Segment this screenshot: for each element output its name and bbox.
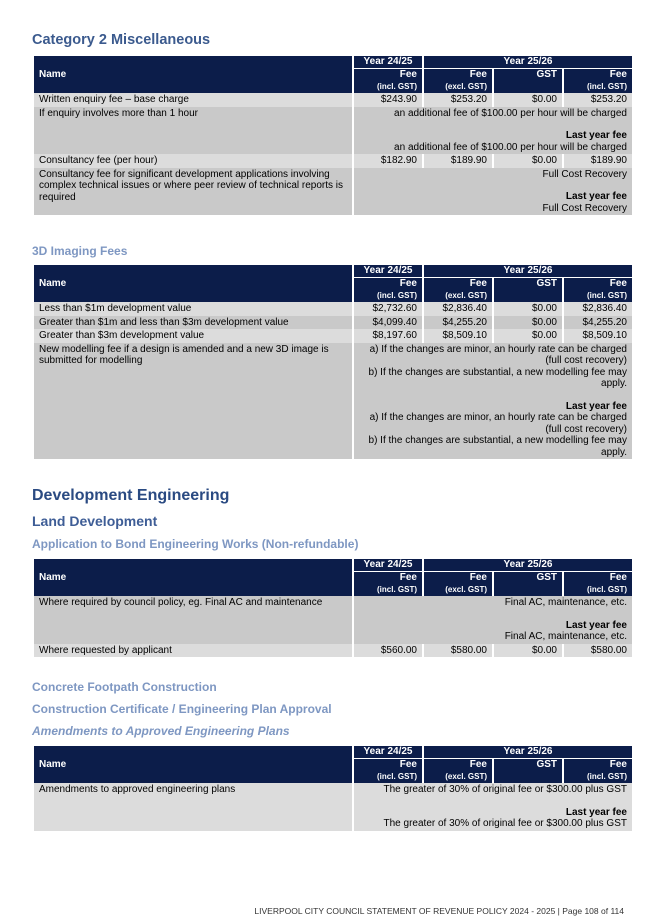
table-row: Consultancy fee (per hour) $182.90 $189.90 $0.00 $189.90	[34, 154, 632, 168]
col-header-fee-incl: Fee (incl. GST)	[564, 572, 632, 596]
col-header-year2: Year 25/26	[424, 56, 632, 69]
table-row: New modelling fee if a design is amended and a new 3D image is submitted for modelling a) If the changes are minor, an hourly rate can be charged (full cost recovery) b) If the changes are substantial, a new modelling fee may apply. Last year fee a) If the changes are minor, an hourly rate can be charged (full cost recovery) b) If the changes are substantial, a new modelling fee may apply.	[34, 343, 632, 460]
col-header-fee-incl: Fee (incl. GST)	[564, 278, 632, 302]
table-row: Greater than $3m development value $8,197.60 $8,509.10 $0.00 $8,509.10	[34, 329, 632, 343]
last-year-label: Last year fee	[565, 400, 627, 412]
col-header-fee-incl: Fee (incl. GST)	[354, 759, 422, 783]
col-header-fee-incl: Fee (incl. GST)	[354, 69, 422, 93]
table-row: Greater than $1m and less than $3m development value $4,099.40 $4,255.20 $0.00 $4,255.20	[34, 316, 632, 330]
col-header-fee-incl: Fee (incl. GST)	[354, 278, 422, 302]
col-header-fee-incl: Fee (incl. GST)	[564, 69, 632, 93]
section-heading-footpath: Concrete Footpath Construction	[32, 680, 217, 694]
col-header-year2: Year 25/26	[424, 746, 632, 759]
last-year-label: Last year fee	[565, 619, 627, 631]
col-header-fee-incl: Fee (incl. GST)	[354, 572, 422, 596]
col-header-year2: Year 25/26	[424, 559, 632, 572]
col-header-gst: GST	[494, 759, 562, 783]
table-row: Where requested by applicant $560.00 $580.00 $0.00 $580.00	[34, 644, 632, 658]
fee-table-bond	[32, 559, 634, 657]
table-row: Written enquiry fee – base charge $243.90 $253.20 $0.00 $253.20	[34, 93, 632, 107]
last-year-label: Last year fee	[565, 130, 627, 141]
col-header-year2: Year 25/26	[424, 265, 632, 278]
col-header-name: Name	[34, 746, 352, 783]
col-header-name: Name	[34, 265, 352, 302]
col-header-name: Name	[34, 56, 352, 93]
table-row: Less than $1m development value $2,732.60 $2,836.40 $0.00 $2,836.40	[34, 302, 632, 316]
fee-table-cat2	[32, 56, 634, 215]
col-header-fee-excl: Fee (excl. GST)	[424, 69, 492, 93]
page-footer: LIVERPOOL CITY COUNCIL STATEMENT OF REVENUE POLICY 2024 - 2025 | Page 108 of 114	[254, 906, 624, 916]
col-header-year1: Year 24/25	[354, 56, 422, 69]
table-row: Consultancy fee for significant development applications involving complex technical issues or where peer review of technical reports is required Full Cost Recovery Last year fee Full Cost Recovery	[34, 168, 632, 216]
table-row: Amendments to approved engineering plans The greater of 30% of original fee or $300.00 plus GST Last year fee The greater of 30% of original fee or $300.00 plus GST	[34, 783, 632, 831]
col-header-year1: Year 24/25	[354, 746, 422, 759]
col-header-year1: Year 24/25	[354, 265, 422, 278]
col-header-gst: GST	[494, 572, 562, 596]
col-header-fee-excl: Fee (excl. GST)	[424, 572, 492, 596]
last-year-label: Last year fee	[565, 191, 627, 202]
fee-table-imaging	[32, 265, 634, 459]
col-header-name: Name	[34, 559, 352, 596]
col-header-fee-excl: Fee (excl. GST)	[424, 278, 492, 302]
last-year-label: Last year fee	[565, 806, 627, 818]
section-heading-bond: Application to Bond Engineering Works (Non-refundable)	[32, 537, 359, 551]
fee-table-amend	[32, 746, 634, 831]
col-header-fee-excl: Fee (excl. GST)	[424, 759, 492, 783]
section-heading-amend: Amendments to Approved Engineering Plans	[32, 724, 290, 738]
section-heading-land-dev: Land Development	[32, 513, 158, 529]
col-header-gst: GST	[494, 69, 562, 93]
col-header-year1: Year 24/25	[354, 559, 422, 572]
col-header-fee-incl: Fee (incl. GST)	[564, 759, 632, 783]
section-heading-imaging: 3D Imaging Fees	[32, 244, 128, 258]
section-heading-dev-eng: Development Engineering	[32, 487, 230, 504]
col-header-gst: GST	[494, 278, 562, 302]
table-row: Where required by council policy, eg. Final AC and maintenance Final AC, maintenance, etc. Last year fee Final AC, maintenance, etc.	[34, 596, 632, 644]
section-heading-cat2: Category 2 Miscellaneous	[32, 32, 211, 48]
section-heading-cc: Construction Certificate / Engineering Plan Approval	[32, 702, 332, 716]
table-row: If enquiry involves more than 1 hour an additional fee of $100.00 per hour will be charged Last year fee an additional fee of $100.00 per hour will be charged	[34, 107, 632, 155]
